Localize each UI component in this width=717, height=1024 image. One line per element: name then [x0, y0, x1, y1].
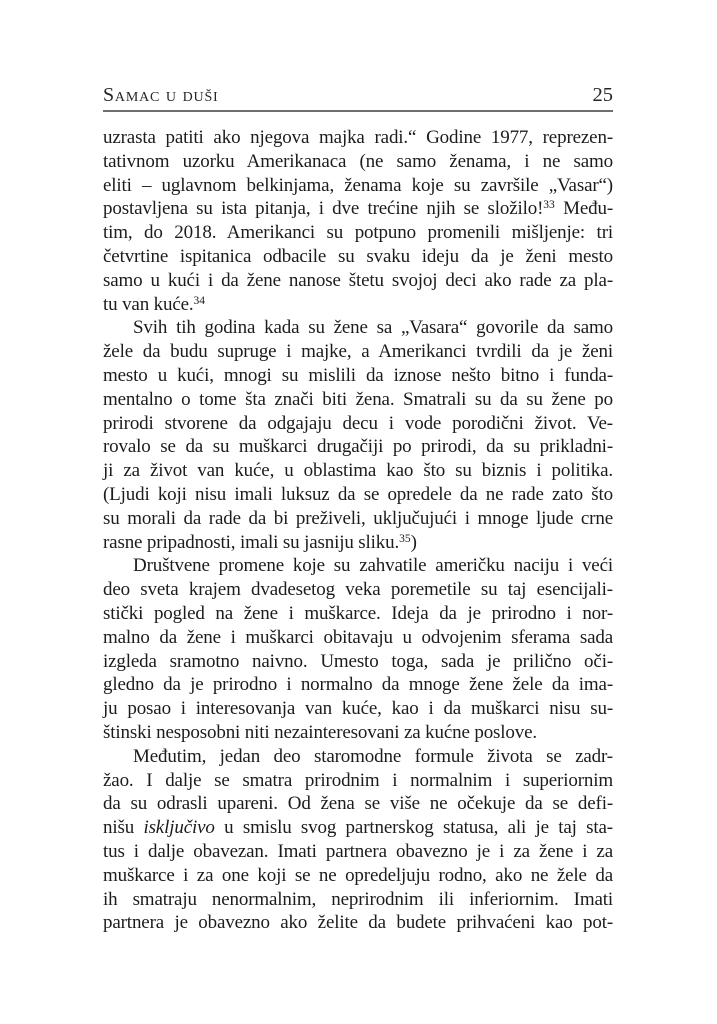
text-line: [103, 435, 613, 459]
text-line-content: [103, 722, 537, 743]
text-segment: mesto u kući, mnogi su mislili da iznose nešto bitno i funda-: [103, 364, 613, 386]
text-line-content: [103, 603, 613, 624]
text-line-content: [103, 246, 613, 267]
text-line: [103, 697, 613, 721]
text-line: [103, 364, 613, 388]
text-segment: muškarce i za one koji se ne opredeljuju rodno, ako ne žele da: [103, 864, 613, 886]
text-line-content: [103, 532, 417, 553]
text-line-content: [103, 865, 613, 886]
text-line: [103, 459, 613, 483]
text-line: [103, 745, 613, 769]
text-line-content: [103, 889, 613, 910]
text-line: [103, 816, 613, 840]
paragraph: [103, 554, 613, 744]
text-segment: stički pogled na žene i muškarce. Ideja da je prirodno i nor-: [103, 602, 613, 624]
text-segment: eliti – uglavnom belkinjama, ženama koje su završile „Vasar“): [103, 174, 613, 196]
emphasized-text: isključivo: [143, 817, 215, 839]
text-segment: žele da budu supruge i majke, a Amerikanci tvrdili da je ženi: [103, 341, 613, 363]
text-segment: deo sveta krajem dvadesetog veka poremetile su taj esencijali-: [103, 579, 613, 601]
text-segment: malno da žene i muškarci obitavaju u odvojenim sferama sada: [103, 626, 613, 648]
text-line-content: [103, 841, 613, 862]
text-line-content: [133, 746, 613, 767]
text-line-content: [103, 175, 613, 196]
text-line: [103, 412, 613, 436]
text-line-content: [103, 294, 205, 315]
text-line: [103, 316, 613, 340]
text-line-content: [103, 579, 613, 600]
text-line-content: [103, 198, 613, 219]
text-segment: Društvene promene koje su zahvatile američku naciju i veći: [133, 555, 613, 577]
text-line-content: [103, 698, 613, 719]
text-line-content: [103, 770, 613, 791]
text-segment: samo u kući i da žene nanose štetu svojoj deci ako rade za pla-: [103, 269, 613, 291]
text-line-content: [103, 127, 613, 148]
text-line: [103, 911, 613, 935]
text-segment: ih smatraju nenormalnim, neprirodnim ili inferiornim. Imati: [103, 888, 613, 910]
text-segment: tativnom uzorku Amerikanaca (ne samo ženama, i ne samo: [103, 150, 613, 172]
text-line: [103, 150, 613, 174]
text-line: [103, 507, 613, 531]
text-line: [103, 673, 613, 697]
text-line-content: [133, 317, 613, 338]
text-line-content: [103, 436, 613, 457]
text-line: [103, 626, 613, 650]
page-number: 25: [592, 84, 613, 106]
text-line-content: [133, 555, 613, 576]
text-line-content: [103, 674, 613, 695]
footnote-reference: 33: [543, 199, 555, 212]
text-segment: ju posao i interesovanja van kuće, kao i da muškarci nisu su-: [103, 698, 613, 720]
text-line-content: [103, 508, 613, 529]
text-segment: uzrasta patiti ako njegova majka radi.“ Godine 1977, reprezen-: [103, 127, 613, 148]
text-line: [103, 483, 613, 507]
text-line-content: [103, 222, 613, 243]
text-segment: rasne pripadnosti, imali su jasniju sliku.: [103, 531, 400, 553]
text-line-content: [103, 817, 613, 838]
text-line: [103, 340, 613, 364]
text-line-content: [103, 627, 613, 648]
text-line: [103, 769, 613, 793]
text-line: [103, 221, 613, 245]
text-line: [103, 554, 613, 578]
text-line: [103, 269, 613, 293]
text-segment: gledno da je prirodno i normalno da mnoge žene žele da ima-: [103, 674, 613, 696]
page-body: [103, 126, 613, 935]
text-segment: da su odrasli upareni. Od žena se više ne očekuje da se defi-: [103, 793, 613, 815]
paragraph: [103, 316, 613, 554]
text-segment: partnera je obavezno ako želite da budete prihvaćeni kao pot-: [103, 912, 613, 934]
text-line-content: [103, 151, 613, 172]
paragraph: [103, 126, 613, 316]
text-line: [103, 888, 613, 912]
text-segment: rovalo se da su muškarci drugačiji po prirodi, da su prikladni-: [103, 436, 613, 458]
text-line-content: [103, 270, 613, 291]
text-segment: tu van kuće.: [103, 293, 194, 315]
text-line-content: [103, 793, 613, 814]
text-segment: su morali da rade da bi preživeli, uključujući i mnoge ljude crne: [103, 507, 613, 529]
text-line-content: [103, 341, 613, 362]
text-line: [103, 126, 613, 150]
text-line-content: [103, 413, 613, 434]
text-line: [103, 602, 613, 626]
text-line: [103, 578, 613, 602]
text-line-content: [103, 460, 613, 481]
text-segment: štinski nesposobni niti nezainteresovani za kućne poslove.: [103, 721, 538, 743]
text-line-content: [103, 365, 613, 386]
text-segment: Međutim, jedan deo staromodne formule života se zadr-: [133, 745, 613, 767]
footnote-reference: 35: [399, 532, 411, 545]
text-segment: četvrtine ispitanica odbacile su svaku ideju da je ženi mesto: [103, 245, 613, 267]
text-line: [103, 197, 613, 221]
text-segment: izgleda sramotno naivno. Umesto toga, sada je prilično oči-: [103, 650, 613, 672]
text-segment: nišu: [103, 817, 144, 839]
text-line: [103, 174, 613, 198]
text-line: [103, 531, 613, 555]
text-segment: ): [410, 531, 417, 553]
text-segment: tus i dalje obavezan. Imati partnera obavezno je i za žene i za: [103, 840, 613, 862]
text-line: [103, 388, 613, 412]
running-header: [103, 84, 613, 112]
text-segment: tim, do 2018. Amerikanci su potpuno promenili mišljenje: tri: [103, 222, 613, 244]
running-title: Samac u duši: [103, 84, 219, 106]
text-line: [103, 792, 613, 816]
text-line-content: [103, 484, 613, 505]
text-line-content: [103, 389, 613, 410]
text-segment: prirodi stvorene da odgajaju decu i vode porodični život. Ve-: [103, 412, 613, 434]
text-line: [103, 840, 613, 864]
text-line: [103, 650, 613, 674]
text-line: [103, 293, 613, 317]
text-segment: Svih tih godina kada su žene sa „Vasara“ govorile da samo: [133, 317, 613, 339]
text-line-content: [103, 651, 613, 672]
footnote-reference: 34: [193, 294, 206, 307]
text-segment: žao. I dalje se smatra prirodnim i normalnim i superiornim: [103, 769, 613, 791]
text-segment: postavljena su ista pitanja, i dve trećine njih se složilo!: [103, 198, 544, 220]
text-segment: (Ljudi koji nisu imali luksuz da se opredele da ne rade zato što: [103, 483, 613, 505]
text-segment: u smislu svog partnerskog statusa, ali je taj sta-: [214, 817, 613, 839]
text-segment: ji za život van kuće, u oblastima kao što su biznis i politika.: [103, 460, 613, 482]
text-line-content: [103, 912, 613, 933]
text-segment: mentalno o tome šta znači biti žena. Smatrali su da su žene po: [103, 388, 613, 410]
text-line: [103, 864, 613, 888]
text-line: [103, 245, 613, 269]
text-segment: Među-: [554, 198, 613, 220]
paragraph: [103, 745, 613, 935]
text-line: [103, 721, 613, 745]
